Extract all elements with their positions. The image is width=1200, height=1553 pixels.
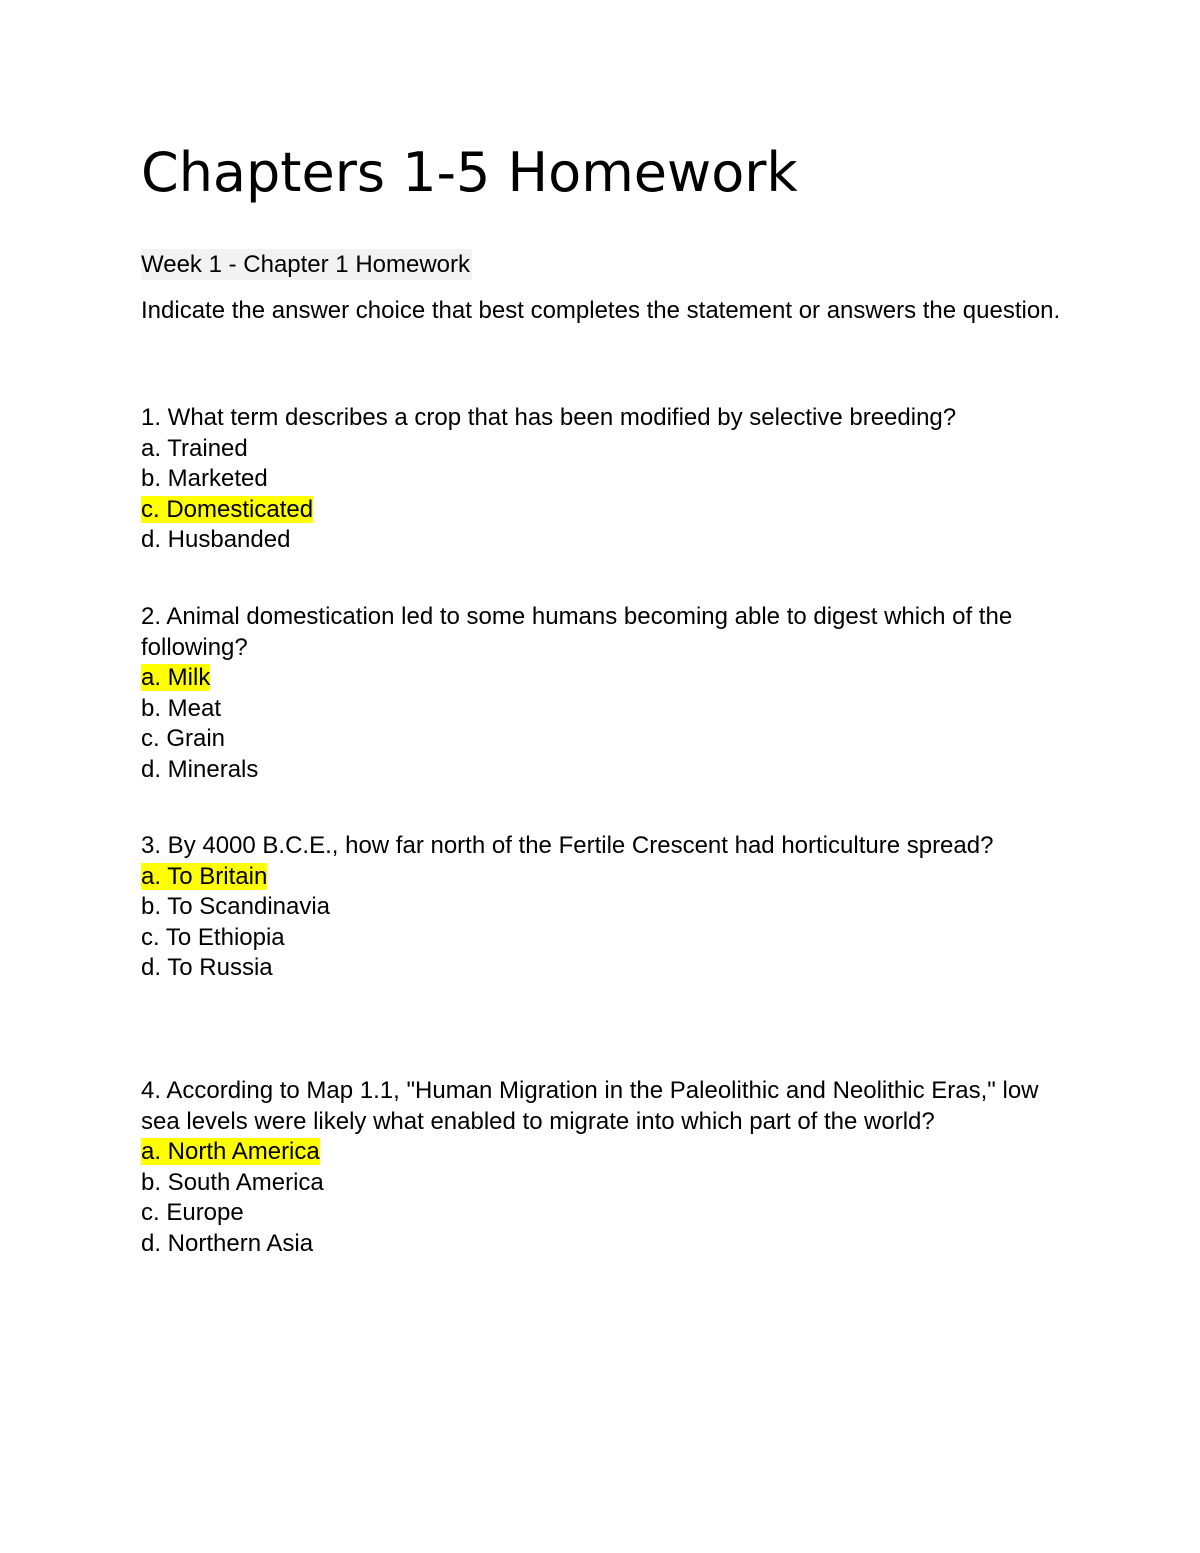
choice-label: d. Minerals bbox=[141, 755, 259, 783]
question-1 bbox=[141, 403, 1076, 556]
choice-label: a. Trained bbox=[141, 434, 248, 462]
choice-label: c. To Ethiopia bbox=[141, 923, 285, 951]
question-2-choice-a bbox=[141, 663, 1076, 694]
choice-label-highlighted: c. Domesticated bbox=[141, 495, 314, 523]
question-3-choice-c bbox=[141, 923, 1076, 954]
question-3-choice-a bbox=[141, 862, 1076, 893]
question-3-text: 3. By 4000 B.C.E., how far north of the Fertile Crescent had horticulture spread? bbox=[141, 832, 994, 859]
question-2-choice-c bbox=[141, 724, 1076, 755]
question-3 bbox=[141, 831, 1076, 984]
choice-label: b. South America bbox=[141, 1168, 324, 1196]
choice-label: d. Northern Asia bbox=[141, 1229, 314, 1257]
choice-label: b. Meat bbox=[141, 694, 222, 722]
question-2 bbox=[141, 602, 1076, 785]
choice-label: d. Husbanded bbox=[141, 526, 291, 553]
question-2-choice-d bbox=[141, 755, 1076, 786]
question-3-choice-d bbox=[141, 953, 1076, 984]
question-1-choice-a bbox=[141, 434, 1076, 465]
choice-label: c. Grain bbox=[141, 725, 226, 752]
question-4-choice-c bbox=[141, 1198, 1076, 1229]
question-4-choice-a bbox=[141, 1137, 1076, 1168]
document-title: Chapters 1-5 Homework bbox=[141, 141, 798, 204]
question-1-choice-d bbox=[141, 525, 1076, 556]
question-4-choice-d bbox=[141, 1229, 1076, 1260]
question-3-choice-b bbox=[141, 892, 1076, 923]
question-4-text: 4. According to Map 1.1, "Human Migration in the Paleolithic and Neolithic Eras," low sea levels were likely what enabled to migrate into which part of the world? bbox=[141, 1077, 1039, 1135]
question-4-choice-b bbox=[141, 1168, 1076, 1199]
choice-label: b. Marketed bbox=[141, 465, 268, 492]
choice-label-highlighted: a. North America bbox=[141, 1138, 320, 1165]
question-1-text: 1. What term describes a crop that has been modified by selective breeding? bbox=[141, 404, 957, 431]
question-1-choice-c bbox=[141, 495, 1076, 526]
choice-label-highlighted: a. To Britain bbox=[141, 862, 268, 890]
question-2-choice-b bbox=[141, 694, 1076, 725]
choice-label: c. Europe bbox=[141, 1199, 244, 1226]
question-2-text: 2. Animal domestication led to some humans becoming able to digest which of the following? bbox=[141, 603, 1013, 661]
week-heading: Week 1 - Chapter 1 Homework bbox=[141, 251, 471, 278]
question-1-choice-b bbox=[141, 464, 1076, 495]
question-4 bbox=[141, 1076, 1076, 1259]
instructions-text: Indicate the answer choice that best completes the statement or answers the question. bbox=[141, 297, 1061, 324]
choice-label: d. To Russia bbox=[141, 954, 273, 981]
choice-label: b. To Scandinavia bbox=[141, 893, 331, 920]
choice-label-highlighted: a. Milk bbox=[141, 664, 211, 691]
